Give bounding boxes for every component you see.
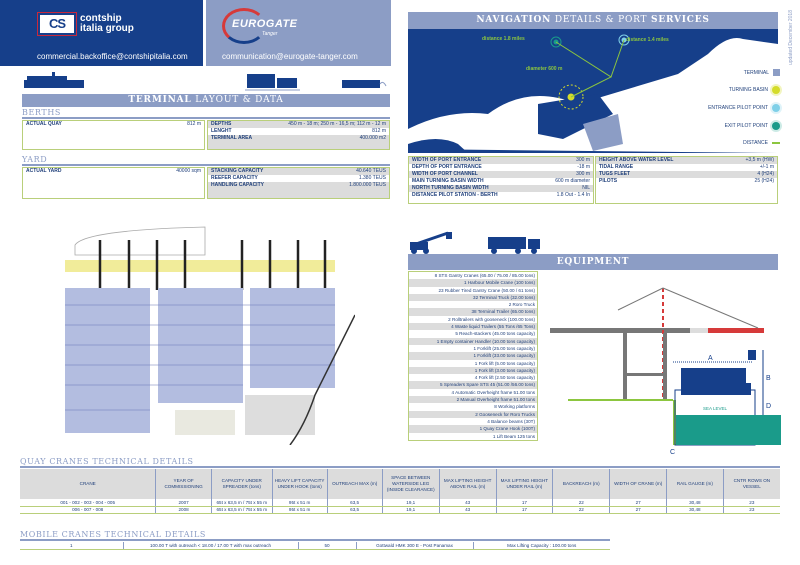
equipment-item: 1 Quay Crane Hook (100T) (409, 425, 537, 432)
table-row: 001 - 002 - 003 - 004 - 005 2007 65t x 63,5 m / 75t x 55 m 95t x 51 m 63,5 19,1 43 17 22 27 30,48 23 (20, 499, 780, 506)
equipment-item: 4 Waste liquid Trailers (55 Tons /65 Tons) (409, 323, 537, 330)
quay-cranes-table-wrap (20, 469, 780, 514)
quay-cranes-title: QUAY CRANES TECHNICAL DETAILS (20, 457, 780, 468)
equipment-item: 5 Reach-stackers (45.00 tons capacity) (455, 331, 535, 337)
updated-date: updated December 2018 (788, 10, 794, 66)
equipment-item: 2 Gooseneck for Roro Trucks (409, 411, 537, 418)
equipment-item: 2 Manual Overheight frame 51.00 tons (409, 396, 537, 403)
eurogate-sub: Tanger (262, 31, 278, 37)
eurogate-email[interactable]: communication@eurogate-tanger.com (222, 52, 358, 61)
contship-logo: CS (38, 13, 76, 35)
turning-basin-dot-icon (772, 86, 780, 94)
legend-entrance-pilot: ENTRANCE PILOT POINT (680, 104, 780, 112)
port-details-right: HEIGHT ABOVE WATER LEVEL +3,5 m (HW) TIDAL RANGE +/-1 m TUGS FLEET 4 (H24) PILOTS 25 (H24) (595, 156, 778, 204)
svg-text:A: A (708, 355, 713, 362)
yard-heading: YARD (22, 155, 390, 166)
equipment-item: 8 STS Gantry Cranes (65.00 / 75.00 / 85.00 tons) (434, 273, 535, 278)
map-legend (680, 69, 780, 146)
quay-cranes-table: CRANE YEAR OF COMMISSIONING CAPACITY UNDER SPREADER (tons) HEAVY LIFT CAPACITY UNDER HOOK (tons) OUTREACH MAX (m) SPACE BETWEEN WATERSIDE LEG (INSIDE CLEARANCE) MAX LIFTING HEIGHT ABOVE RAIL (m) MAX LIFTING HEIGHT UNDER RAIL (m) BACKREACH (m) WIDTH OF CRANE (m) RAIL GAUGE (m) CNTR ROWS ON VESSEL 001 - 002 - 003 - 004 - 005 2007 65t x 63,5 m / 75t x 55 m 95t x 51 m 63,5 19,1 43 17 22 27 30,48 23 006 - 007 - 008 2008 65t x 63,5 m / 75t x 55 m 95t x 51 m 63,5 19,1 43 17 22 27 30,48 23 (20, 469, 780, 514)
map-label-diameter: diameter 600 m (526, 66, 563, 72)
terminal-layout-map (55, 215, 355, 445)
container-truck-icon (342, 78, 387, 90)
equipment-item: 23 Rubber Tired Gantry Crane (50.00 / 61 tons) (438, 287, 535, 293)
svg-text:B: B (766, 375, 771, 382)
equipment-item: 1 Fork lift (3.00 tons capacity) (409, 367, 537, 374)
equipment-item: 1 Lift Beam 125 tons (492, 433, 535, 439)
legend-turning-basin: TURNING BASIN (680, 86, 780, 94)
actual-yard-box: ACTUAL YARD 40000 sqm (22, 167, 205, 199)
navigation-section-title: NAVIGATION DETAILS & PORT SERVICES (408, 12, 778, 29)
berths-data-box: DEPTHS 450 m - 18 m; 250 m - 16,5 m; 112 m - 12 m LENGHT 812 m TERMINAL AREA 400.000 m2 (207, 120, 390, 150)
port-details-left: WIDTH OF PORT ENTRANCE 300 m DEPTH OF PORT ENTRANCE -18 m WIDTH OF PORT CHANNEL 300 m MAIN TURNING BASIN WIDTH 600 m diameter NORTH TURNING BASIN WIDTH NIL DISTANCE PILOT STATION - BERTH 1.8 Out - 1.4 In (408, 156, 594, 204)
equipment-item: 38 Terminal Trailer (65.00 tons) (409, 308, 537, 315)
berths-heading: BERTHS (22, 108, 390, 119)
sts-crane-diagram (548, 280, 788, 455)
equipment-item: 1 Forklift (33.00 tons capacity) (409, 352, 537, 359)
mobile-cranes-table (20, 542, 610, 550)
reach-stacker-icon (408, 230, 453, 254)
svg-text:D: D (766, 403, 772, 410)
equipment-item: 1 Harbour Mobile Crane (100 tons) (409, 279, 537, 286)
equipment-item: 4 Automatic Overheight frame 51.00 tons (451, 389, 535, 395)
equipment-item: 4 Balance beams (30T) (487, 418, 535, 424)
ship-icon (22, 70, 87, 90)
svg-text:SEA LEVEL: SEA LEVEL (703, 406, 728, 411)
equipment-item: 5 Spreaders Spare STS 45 (51.00 /56.00 tons) (409, 381, 537, 388)
legend-distance: DISTANCE (680, 140, 780, 146)
mobile-cranes-table-wrap (20, 542, 610, 550)
contship-email[interactable]: commercial.backoffice@contshipitalia.com (37, 52, 188, 61)
contship-name: contship italia group (80, 13, 134, 34)
yard-data-box: STACKING CAPACITY 40.640 TEUS REEFER CAPACITY 1.380 TEUS HANDLING CAPACITY 1.800.000 TEUS (207, 167, 390, 199)
equipment-item: 2 Rolltrailers with gooseneck (100.00 tons) (448, 316, 535, 322)
equipment-item: 32 Terminal Truck (32.00 tons) (409, 294, 537, 301)
terminal-section-title: TERMINAL LAYOUT & DATA (22, 94, 390, 107)
equipment-section-title: EQUIPMENT (408, 254, 778, 270)
legend-exit-pilot: EXIT PILOT POINT (680, 122, 780, 130)
legend-terminal: TERMINAL (680, 69, 780, 76)
equipment-item: 1 Fork lift (5.00 tons capacity) (474, 360, 535, 366)
entrance-pilot-dot-icon (772, 104, 780, 112)
containers-icon (245, 70, 300, 92)
table-row: 1 100.00 T with outreach < 18.00 / 17.00 T with max outreach 50 Gottwald HMK 300 E - Post Panamax Max Lifting Capacity : 100.00 tons (20, 542, 610, 549)
mobile-cranes-title: MOBILE CRANES TECHNICAL DETAILS (20, 530, 610, 541)
eurogate-name: EUROGATE (232, 18, 298, 30)
equipment-item: 1 Forklift (25.00 tons capacity) (473, 345, 535, 351)
svg-text:C: C (670, 449, 676, 455)
equipment-item: 4 Fork lift (2.50 tons capacity) (474, 375, 535, 381)
equipment-list (408, 271, 538, 441)
map-label-distance-exit: distance 1.8 miles (482, 36, 525, 42)
exit-pilot-dot-icon (772, 122, 780, 130)
equipment-item: 1 Empty container Handler (10.00 tons capacity) (409, 338, 537, 345)
table-row: 006 - 007 - 008 2008 65t x 63,5 m / 75t x 55 m 95t x 51 m 63,5 19,1 43 17 22 27 30,48 23 (20, 506, 780, 513)
distance-line-icon (772, 142, 780, 144)
equipment-item: 2 Roro Truck (508, 302, 535, 308)
terminal-square-icon (773, 69, 780, 76)
truck-icon (488, 235, 543, 255)
map-label-distance-entrance: distance 1.4 miles (626, 37, 669, 43)
equipment-item: 8 Working platforms (494, 404, 535, 410)
actual-quay-box: ACTUAL QUAY 812 m (22, 120, 205, 150)
